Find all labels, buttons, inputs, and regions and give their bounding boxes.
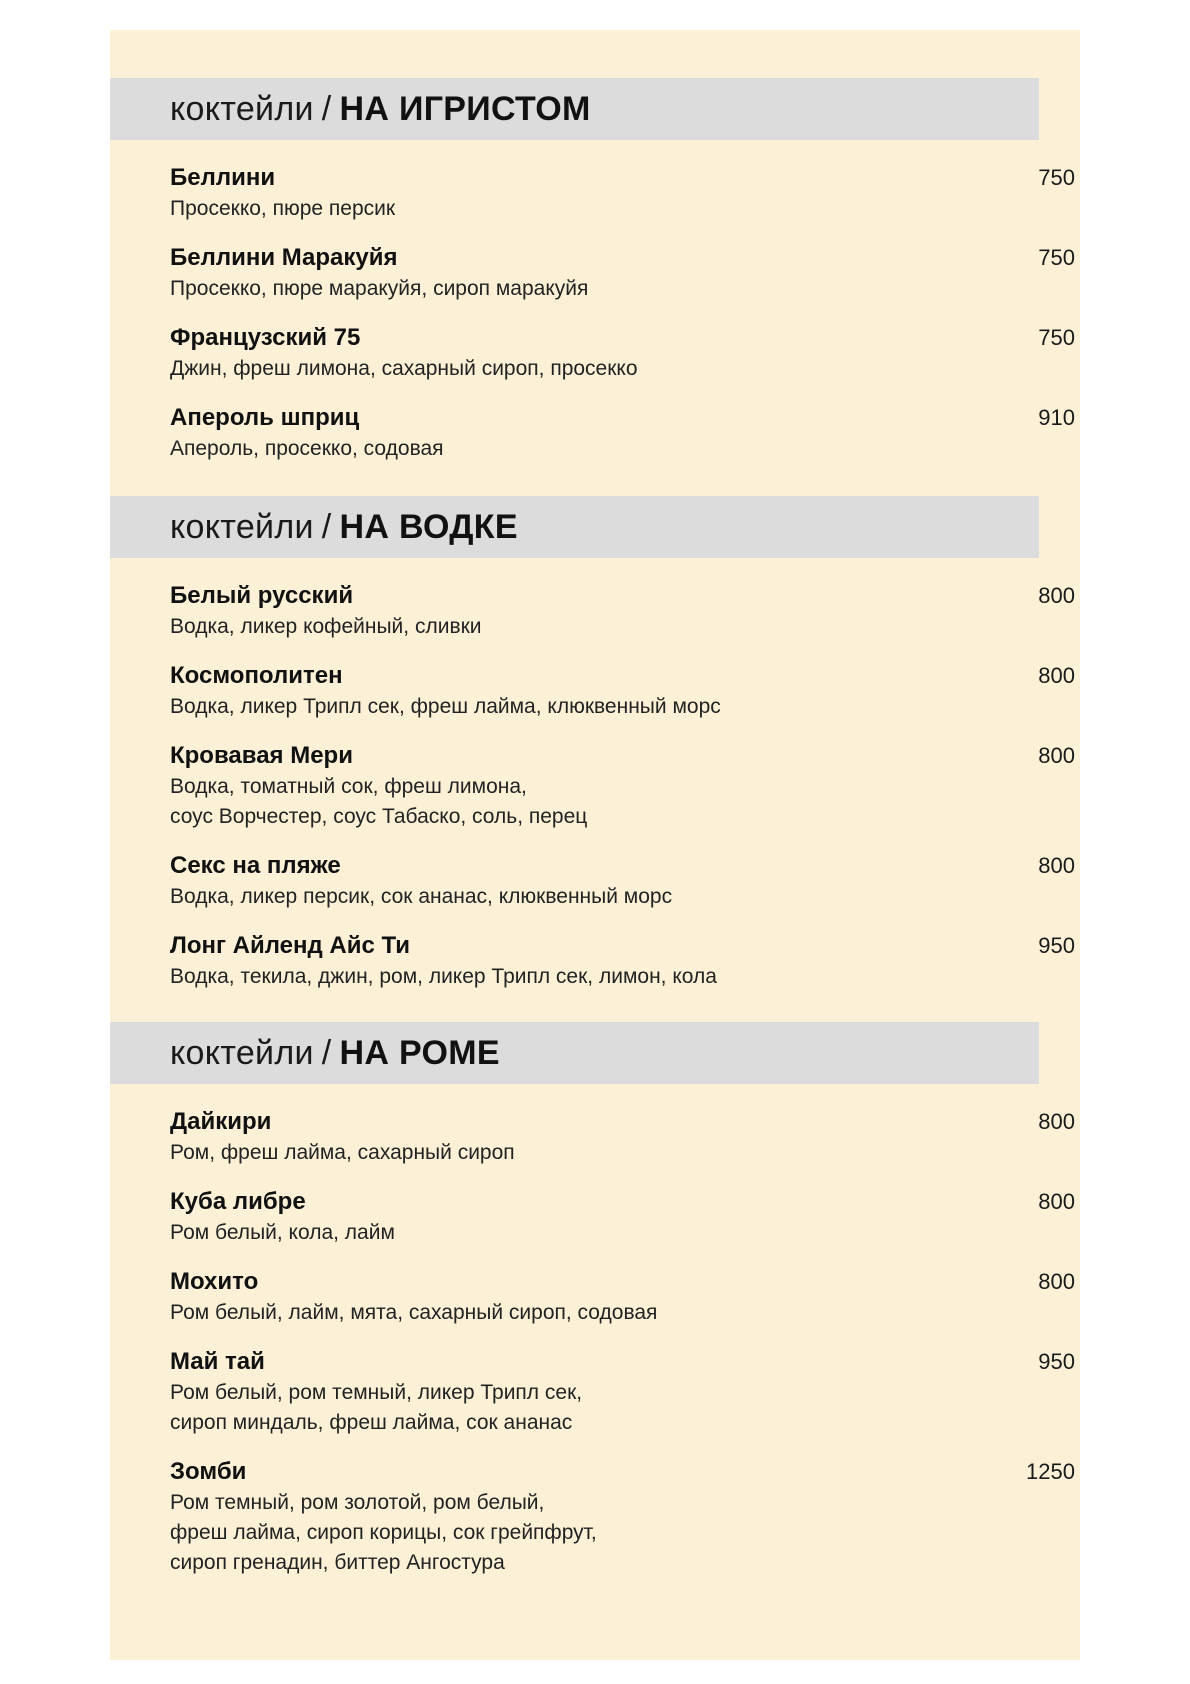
section-title: НА РОМЕ	[339, 1033, 500, 1072]
section-header	[110, 78, 1039, 140]
section-rum	[110, 1022, 1080, 1578]
menu-item	[170, 1346, 1075, 1438]
item-description: Ром белый, ром темный, ликер Трипл сек, сироп миндаль, фреш лайма, сок ананас	[170, 1381, 583, 1434]
item-description: Водка, ликер кофейный, сливки	[170, 615, 482, 638]
item-name: Космополитен	[170, 662, 343, 689]
menu-item	[170, 660, 1075, 722]
section-header	[110, 1022, 1039, 1084]
menu-item	[170, 402, 1075, 464]
section-prefix: коктейли	[170, 507, 314, 546]
item-name: Белый русский	[170, 582, 354, 609]
item-price: 1250	[1026, 1459, 1075, 1484]
section-title: НА ВОДКЕ	[339, 507, 518, 546]
item-price: 800	[1038, 1269, 1075, 1294]
item-description: Ром темный, ром золотой, ром белый, фреш лайма, сироп корицы, сок грейпфрут, сироп гренадин, биттер Ангостура	[170, 1491, 597, 1574]
item-description: Ром белый, лайм, мята, сахарный сироп, содовая	[170, 1301, 658, 1324]
section-vodka	[110, 496, 1080, 992]
item-description: Просекко, пюре маракуйя, сироп маракуйя	[170, 277, 589, 300]
menu-list	[110, 162, 1075, 464]
item-name: Мохито	[170, 1268, 259, 1295]
section-title: НА ИГРИСТОМ	[339, 89, 591, 128]
item-name: Французский 75	[170, 324, 361, 351]
menu-item	[170, 580, 1075, 642]
menu-item	[170, 1456, 1075, 1578]
item-price: 950	[1038, 1349, 1075, 1374]
item-price: 800	[1038, 853, 1075, 878]
item-description: Джин, фреш лимона, сахарный сироп, просекко	[170, 357, 638, 380]
item-description: Водка, ликер персик, сок ананас, клюквенный морс	[170, 885, 673, 908]
menu-item	[170, 1186, 1075, 1248]
menu-page	[110, 30, 1080, 1660]
menu-item	[170, 740, 1075, 832]
item-price: 950	[1038, 933, 1075, 958]
menu-item	[170, 162, 1075, 224]
item-description: Ром белый, кола, лайм	[170, 1221, 395, 1244]
item-name: Апероль шприц	[170, 404, 360, 431]
item-price: 800	[1038, 1109, 1075, 1134]
menu-item	[170, 930, 1075, 992]
section-separator: /	[321, 89, 332, 128]
menu-list	[110, 580, 1075, 992]
item-name: Секс на пляже	[170, 852, 341, 879]
section-sparkling	[110, 78, 1080, 464]
item-price: 800	[1038, 743, 1075, 768]
section-prefix: коктейли	[170, 89, 314, 128]
item-price: 750	[1038, 165, 1075, 190]
item-name: Беллини Маракуйя	[170, 244, 398, 271]
item-price: 800	[1038, 1189, 1075, 1214]
item-price: 750	[1038, 325, 1075, 350]
item-name: Дайкири	[170, 1108, 272, 1135]
item-description: Ром, фреш лайма, сахарный сироп	[170, 1141, 515, 1164]
item-name: Май тай	[170, 1348, 265, 1375]
section-prefix: коктейли	[170, 1033, 314, 1072]
item-price: 800	[1038, 663, 1075, 688]
menu-item	[170, 850, 1075, 912]
item-price: 800	[1038, 583, 1075, 608]
item-name: Зомби	[170, 1458, 247, 1485]
item-name: Куба либре	[170, 1188, 306, 1215]
menu-item	[170, 322, 1075, 384]
menu-item	[170, 1106, 1075, 1168]
item-name: Лонг Айленд Айс Ти	[170, 932, 411, 959]
section-separator: /	[321, 507, 332, 546]
item-description: Апероль, просекко, содовая	[170, 437, 444, 460]
section-separator: /	[321, 1033, 332, 1072]
item-description: Просекко, пюре персик	[170, 197, 396, 220]
item-description: Водка, томатный сок, фреш лимона, соус Ворчестер, соус Табаско, соль, перец	[170, 775, 588, 828]
section-header	[110, 496, 1039, 558]
menu-list	[110, 1106, 1075, 1578]
item-description: Водка, текила, джин, ром, ликер Трипл сек, лимон, кола	[170, 965, 717, 988]
item-name: Кровавая Мери	[170, 742, 353, 769]
item-name: Беллини	[170, 164, 276, 191]
menu-item	[170, 1266, 1075, 1328]
menu-item	[170, 242, 1075, 304]
item-price: 910	[1038, 405, 1075, 430]
item-price: 750	[1038, 245, 1075, 270]
item-description: Водка, ликер Трипл сек, фреш лайма, клюквенный морс	[170, 695, 721, 718]
